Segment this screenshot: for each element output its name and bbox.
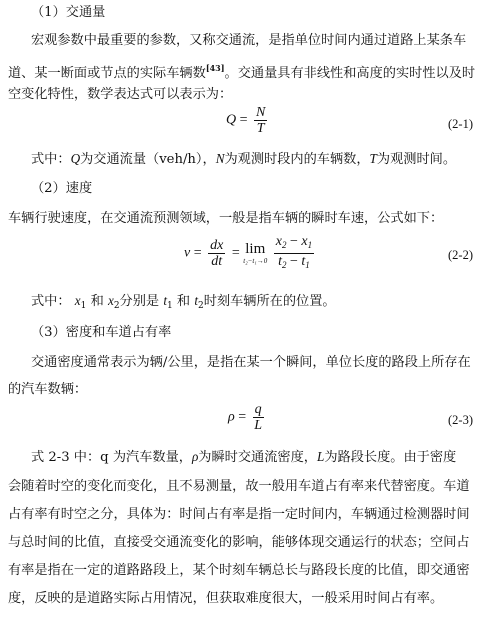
fraction: $\frac{N}{T}$ xyxy=(256,105,266,136)
paragraph-line: 道、某一断面或节点的实际车辆数[43]。交通量具有非线性和高度的实时性以及时 xyxy=(8,63,476,81)
paragraph-line: 交通密度通常表示为辆/公里，是指在某一个瞬间，单位长度的路段上所存在 xyxy=(31,355,471,370)
paragraph-line: 占有率有时空之分，具体为：时间占有率是指一定时间内，车辆通过检测器时间 xyxy=(8,507,470,522)
paragraph-line: 式中：Q为交通流量（veh/h），N为观测时段内的车辆数，T为观测时间。 xyxy=(31,151,457,167)
section-heading-density: （3）密度和车道占有率 xyxy=(31,325,172,340)
equation-number: (2-1) xyxy=(448,117,473,131)
fraction: $\frac{q}{L}$ xyxy=(254,402,263,433)
paragraph-line: 式 2-3 中：q 为汽车数量，ρ为瞬时交通流密度，L为路段长度。由于密度 xyxy=(31,449,457,465)
fraction: $\frac{x_2 - x_1}{t_2 - t_1}$ xyxy=(275,234,313,270)
paragraph-line: 的汽车数辆： xyxy=(8,382,88,397)
paragraph-line: 式中： $x_1$ 和 $x_2$分别是 $t_1$ 和 $t_2$时刻车辆所在的位置。 xyxy=(31,293,336,311)
equation-2-2: v = $\frac{dx}{dt}$ = lim t₂−t₁→0 $\frac{x_2 - x_1}{t_2 - t_1}$ xyxy=(184,234,317,273)
limit-operator: lim t₂−t₁→0 xyxy=(243,241,268,265)
equation-2-1: Q = $\frac{N}{T}$ xyxy=(226,105,266,136)
paragraph-line: 会随着时空的变化而变化，且不易测量，故一般用车道占有率来代替密度。车道 xyxy=(8,479,470,494)
equation-number: (2-3) xyxy=(448,413,473,427)
paragraph-line: 宏观参数中最重要的参数，又称交通流，是指单位时间内通过道路上某条车 xyxy=(31,33,467,48)
section-heading-traffic-volume: （1）交通量 xyxy=(31,5,106,20)
equation-number: (2-2) xyxy=(448,248,473,262)
paragraph-line: 有率是指在一定的道路路段上，某个时刻车辆总长与路段长度的比值，即交通密 xyxy=(8,563,470,578)
paragraph-line: 车辆行驶速度，在交通流预测领域，一般是指车辆的瞬时车速，公式如下： xyxy=(8,211,444,226)
fraction: $\frac{dx}{dt}$ xyxy=(210,238,224,269)
equation-2-3: ρ = $\frac{q}{L}$ xyxy=(228,402,263,433)
paragraph-line: 与总时间的比值，直接受交通流变化的影响，能够体现交通运行的状态；空间占 xyxy=(8,535,470,550)
section-heading-speed: （2）速度 xyxy=(31,181,93,196)
paragraph-line: 度，反映的是道路实际占用情况，但获取难度很大，一般采用时间占有率。 xyxy=(8,591,444,606)
paragraph-line: 空变化特性，数学表达式可以表示为： xyxy=(8,87,233,102)
citation-ref[interactable]: [43] xyxy=(205,63,225,73)
